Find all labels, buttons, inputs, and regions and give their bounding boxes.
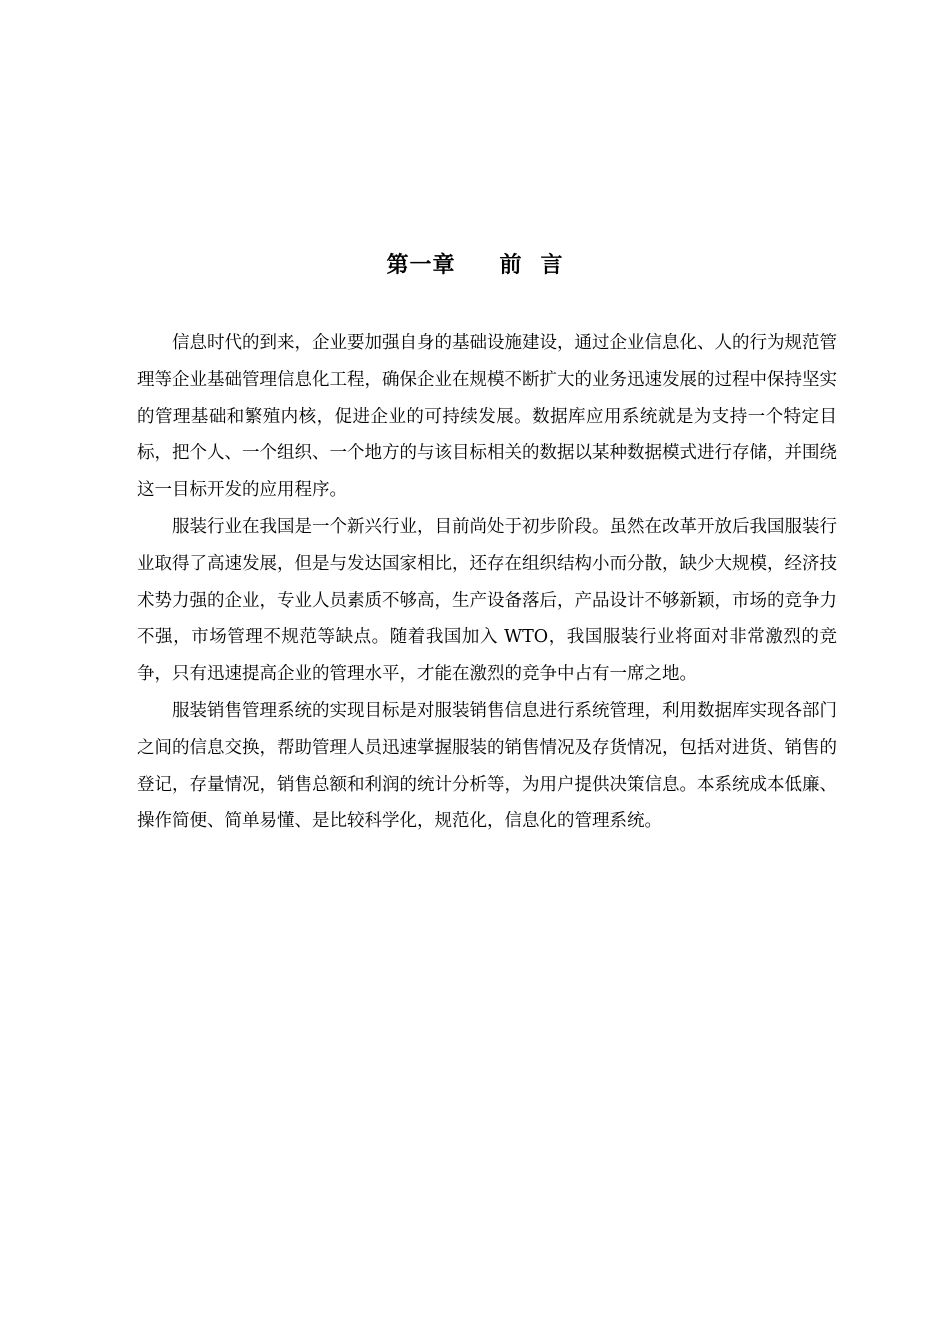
body-text [137,325,837,840]
chapter-number: 第一章 [386,253,456,278]
paragraph-1: 信息时代的到来，企业要加强自身的基础设施建设，通过企业信息化、人的行为规范管理等企业基础管理信息化工程，确保企业在规模不断扩大的业务迅速发展的过程中保持坚实的管理基础和繁殖内核，促进企业的可持续发展。数据库应用系统就是为支持一个特定目标，把个人、一个组织、一个地方的与该目标相关的数据以某种数据模式进行存储，并围绕这一目标开发的应用程序。 [137,333,837,501]
paragraph-3: 服装销售管理系统的实现目标是对服装销售信息进行系统管理，利用数据库实现各部门之间的信息交换，帮助管理人员迅速掌握服装的销售情况及存货情况，包括对进货、销售的登记，存量情况，销售总额和利润的统计分析等，为用户提供决策信息。本系统成本低廉、操作简便、简单易懂、是比较科学化，规范化，信息化的管理系统。 [137,700,837,832]
chapter-heading [0,248,950,284]
paragraph-2: 服装行业在我国是一个新兴行业，目前尚处于初步阶段。虽然在改革开放后我国服装行业取得了高速发展，但是与发达国家相比，还存在组织结构小而分散，缺少大规模，经济技术势力强的企业，专业人员素质不够高，生产设备落后，产品设计不够新颖，市场的竞争力不强，市场管理不规范等缺点。随着我国加入 WTO，我国服装行业将面对非常激烈的竞争，只有迅速提高企业的管理水平，才能在激烈的竞争中占有一席之地。 [137,516,837,685]
chapter-title-char-1: 前 [499,253,523,278]
chapter-title-char-2: 言 [540,253,564,278]
